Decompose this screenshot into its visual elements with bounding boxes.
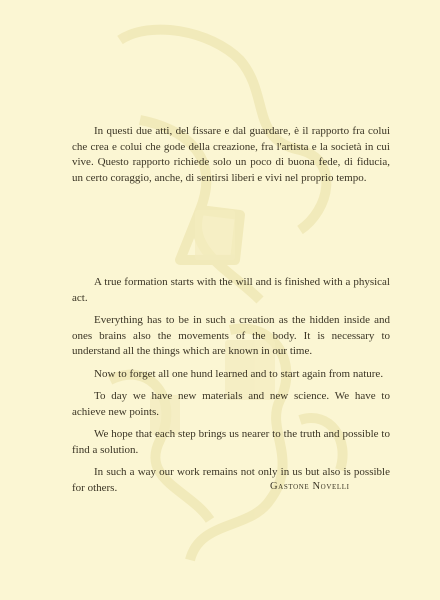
author-signature: Gastone Novelli: [270, 481, 350, 492]
english-paragraph-2: Everything has to be in such a creation as the hidden inside and ones brains also the movements of the body. It is necessary to understand all the things which are known in our time.: [72, 314, 390, 357]
english-paragraph-5: We hope that each step brings us nearer to the truth and possible to find a solution.: [72, 428, 390, 456]
english-paragraph-1: A true formation starts with the will and is finished with a physical act.: [72, 276, 390, 304]
english-paragraph-4: To day we have new materials and new science. We have to achieve new points.: [72, 390, 390, 418]
english-paragraph-3: Now to forget all one hund learned and to start again from nature.: [94, 367, 384, 380]
italian-paragraph: In questi due atti, del fissare e dal guardare, è il rapporto fra colui che crea e colui che gode della creazione, fra l'artista e la società in cui vive. Questo rapporto richiede solo un poco di buona fede, di fiducia, un certo coraggio, anche, di sentirsi liberi e vivi nel proprio tempo.: [72, 125, 390, 184]
english-paragraph-6: In such a way our work remains not only in us but also is possible for others.: [72, 466, 390, 494]
english-text-block: [72, 275, 390, 503]
